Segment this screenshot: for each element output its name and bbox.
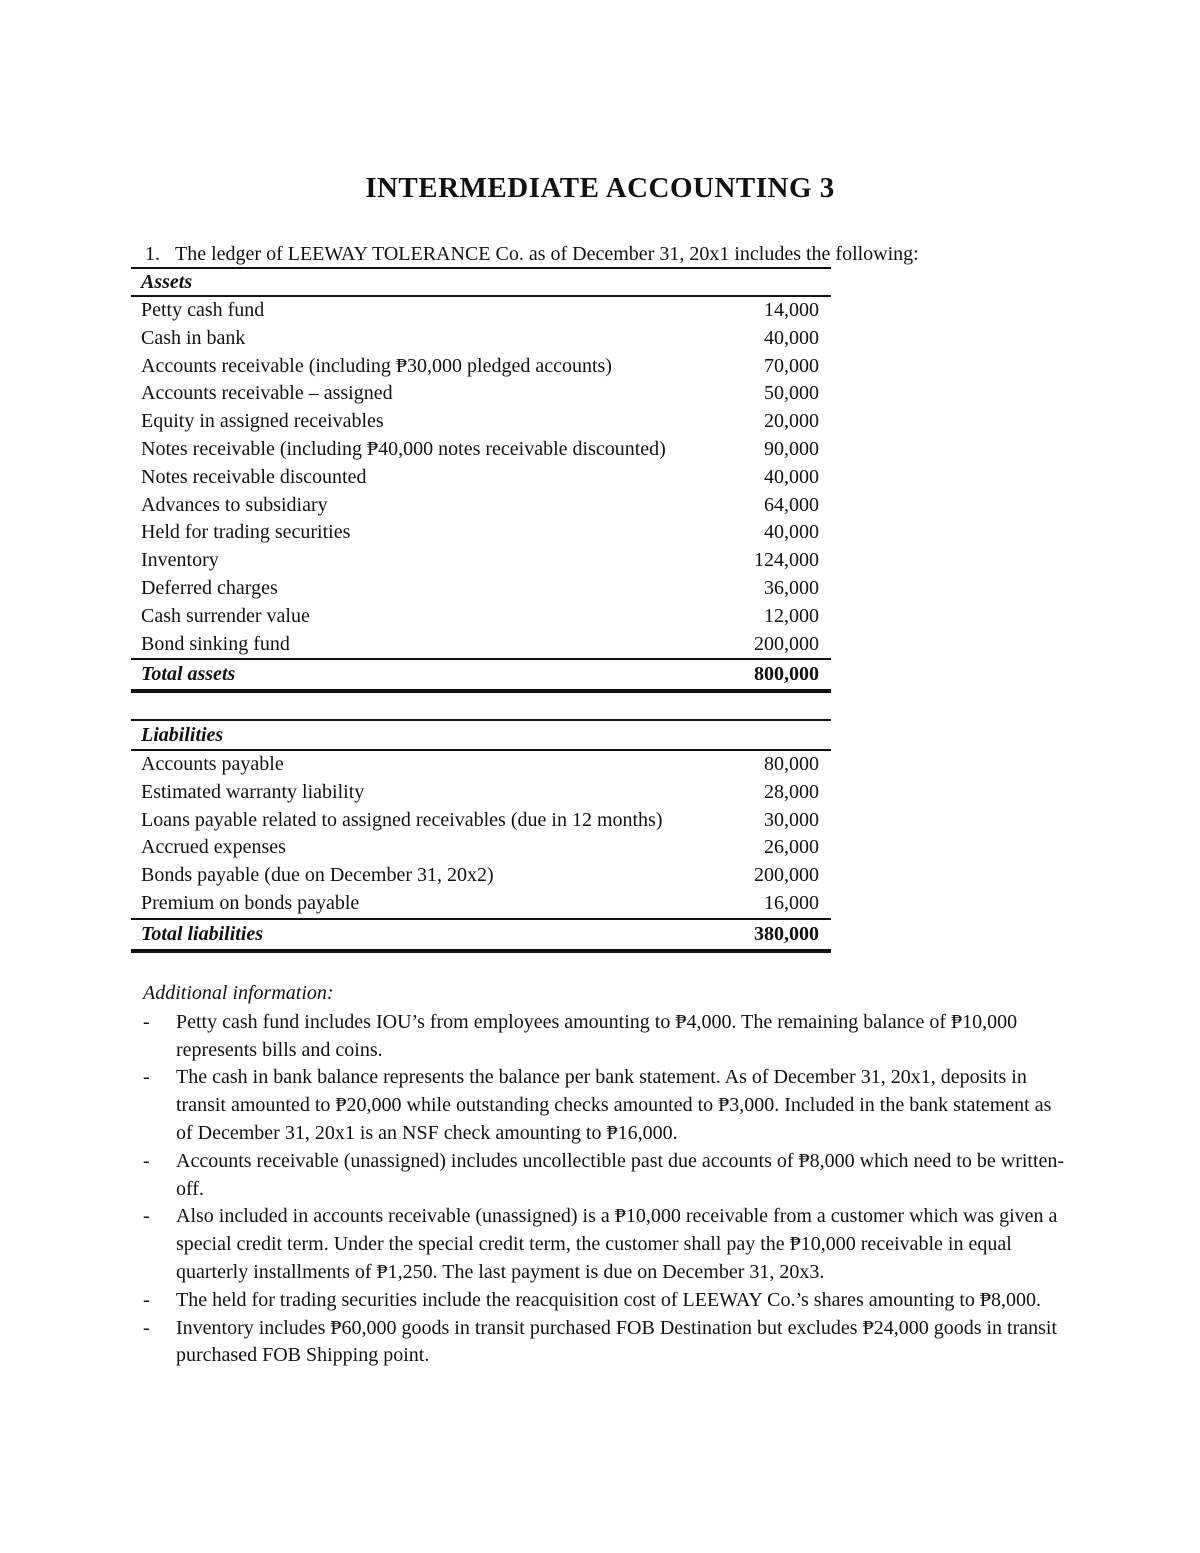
row-label: Bonds payable (due on December 31, 20x2) <box>141 864 494 887</box>
table-row <box>131 890 831 919</box>
table-row <box>131 380 831 408</box>
question-text: The ledger of LEEWAY TOLERANCE Co. as of December 31, 20x1 includes the following: <box>175 243 919 265</box>
table-row <box>131 603 831 631</box>
question-number: 1. <box>145 243 160 265</box>
list-item <box>143 1315 1068 1371</box>
row-amount: 64,000 <box>764 493 819 516</box>
row-amount: 12,000 <box>764 604 819 627</box>
table-row <box>131 631 831 660</box>
list-item <box>143 1203 1068 1286</box>
bullet-dash: - <box>143 1066 150 1089</box>
table-row <box>131 834 831 862</box>
table-row <box>131 750 831 779</box>
total-assets-amount: 800,000 <box>689 659 831 691</box>
row-label: Accounts receivable (including ₱30,000 pledged accounts) <box>141 354 612 377</box>
bullet-dash: - <box>143 1205 150 1228</box>
row-label: Petty cash fund <box>141 299 265 321</box>
bullet-dash: - <box>143 1010 150 1033</box>
row-label: Bond sinking fund <box>141 632 290 655</box>
table-row <box>131 779 831 807</box>
row-label: Estimated warranty liability <box>141 780 365 803</box>
row-amount: 70,000 <box>764 354 819 377</box>
row-amount: 20,000 <box>764 410 819 433</box>
list-item-text: Petty cash fund includes IOU’s from employees amounting to ₱4,000. The remaining balance of ₱10,000 represents bills and coins. <box>176 1010 1018 1061</box>
list-item-text: The cash in bank balance represents the balance per bank statement. As of December 31, 20x1, deposits in transit amounted to ₱20,000 while outstanding checks amounted to ₱3,000. Included in the bank statement as of December 31, 20x1 is an NSF check amounting to ₱16,000. <box>176 1066 1052 1144</box>
list-item-text: The held for trading securities include the reacquisition cost of LEEWAY Co.’s shares amounting to ₱8,000. <box>176 1288 1042 1311</box>
row-amount: 28,000 <box>764 780 819 803</box>
table-row <box>131 353 831 381</box>
bullet-dash: - <box>143 1149 150 1172</box>
row-label: Cash surrender value <box>141 604 310 627</box>
table-row <box>131 408 831 436</box>
row-amount: 30,000 <box>764 808 819 831</box>
total-row <box>131 919 831 951</box>
bullet-dash: - <box>143 1316 150 1339</box>
row-amount: 40,000 <box>764 465 819 488</box>
row-amount: 50,000 <box>764 382 819 405</box>
list-item-text: Inventory includes ₱60,000 goods in transit purchased FOB Destination but excludes ₱24,000 goods in transit purchased FOB Shipping point. <box>176 1316 1058 1367</box>
total-row <box>131 659 831 691</box>
row-amount: 90,000 <box>764 437 819 460</box>
assets-heading: Assets <box>131 268 831 296</box>
page-title: INTERMEDIATE ACCOUNTING 3 <box>365 172 835 204</box>
list-item <box>143 1009 1068 1065</box>
row-label: Accrued expenses <box>141 836 286 859</box>
row-label: Premium on bonds payable <box>141 891 360 914</box>
row-label: Accounts payable <box>141 753 284 775</box>
row-amount: 200,000 <box>754 632 819 655</box>
liabilities-heading: Liabilities <box>131 720 831 750</box>
list-item <box>143 1064 1068 1147</box>
row-amount: 16,000 <box>764 891 819 914</box>
row-label: Cash in bank <box>141 326 246 349</box>
list-item-text: Also included in accounts receivable (unassigned) is a ₱10,000 receivable from a customer which was given a special credit term. Under the special credit term, the customer shall pay the ₱10,000 receivable in equal quarterly installments of ₱1,250. The last payment is due on December 31, 20x3. <box>176 1205 1058 1283</box>
row-amount: 26,000 <box>764 836 819 859</box>
row-label: Equity in assigned receivables <box>141 410 384 433</box>
row-amount: 14,000 <box>764 299 819 321</box>
table-row <box>131 464 831 492</box>
table-row <box>131 519 831 547</box>
bullet-dash: - <box>143 1288 150 1311</box>
row-label: Inventory <box>141 549 219 572</box>
row-amount: 124,000 <box>754 549 819 572</box>
row-amount: 80,000 <box>764 753 819 775</box>
table-row <box>131 436 831 464</box>
total-liabilities-label: Total liabilities <box>131 919 689 951</box>
total-liabilities-amount: 380,000 <box>689 919 831 951</box>
assets-table <box>131 267 831 693</box>
row-label: Loans payable related to assigned receivables (due in 12 months) <box>141 808 663 831</box>
table-row <box>131 807 831 835</box>
row-label: Accounts receivable – assigned <box>141 382 393 405</box>
table-row <box>131 492 831 520</box>
row-label: Advances to subsidiary <box>141 493 328 516</box>
table-row <box>131 325 831 353</box>
table-row <box>131 296 831 325</box>
list-item <box>143 1148 1068 1204</box>
additional-info-list <box>143 1009 1068 1370</box>
liabilities-table <box>131 719 831 953</box>
row-label: Held for trading securities <box>141 521 351 544</box>
row-label: Deferred charges <box>141 576 278 599</box>
list-item-text: Accounts receivable (unassigned) includes uncollectible past due accounts of ₱8,000 which need to be written-off. <box>176 1149 1065 1200</box>
row-amount: 36,000 <box>764 576 819 599</box>
list-item <box>143 1287 1068 1315</box>
additional-info-label: Additional information: <box>143 982 334 1004</box>
table-row <box>131 862 831 890</box>
row-amount: 200,000 <box>754 864 819 887</box>
total-assets-label: Total assets <box>131 659 689 691</box>
row-label: Notes receivable discounted <box>141 465 367 488</box>
table-row <box>131 575 831 603</box>
additional-information <box>143 980 1068 1370</box>
row-amount: 40,000 <box>764 521 819 544</box>
table-row <box>131 547 831 575</box>
question-intro <box>145 243 919 266</box>
row-label: Notes receivable (including ₱40,000 notes receivable discounted) <box>141 437 666 460</box>
row-amount: 40,000 <box>764 326 819 349</box>
